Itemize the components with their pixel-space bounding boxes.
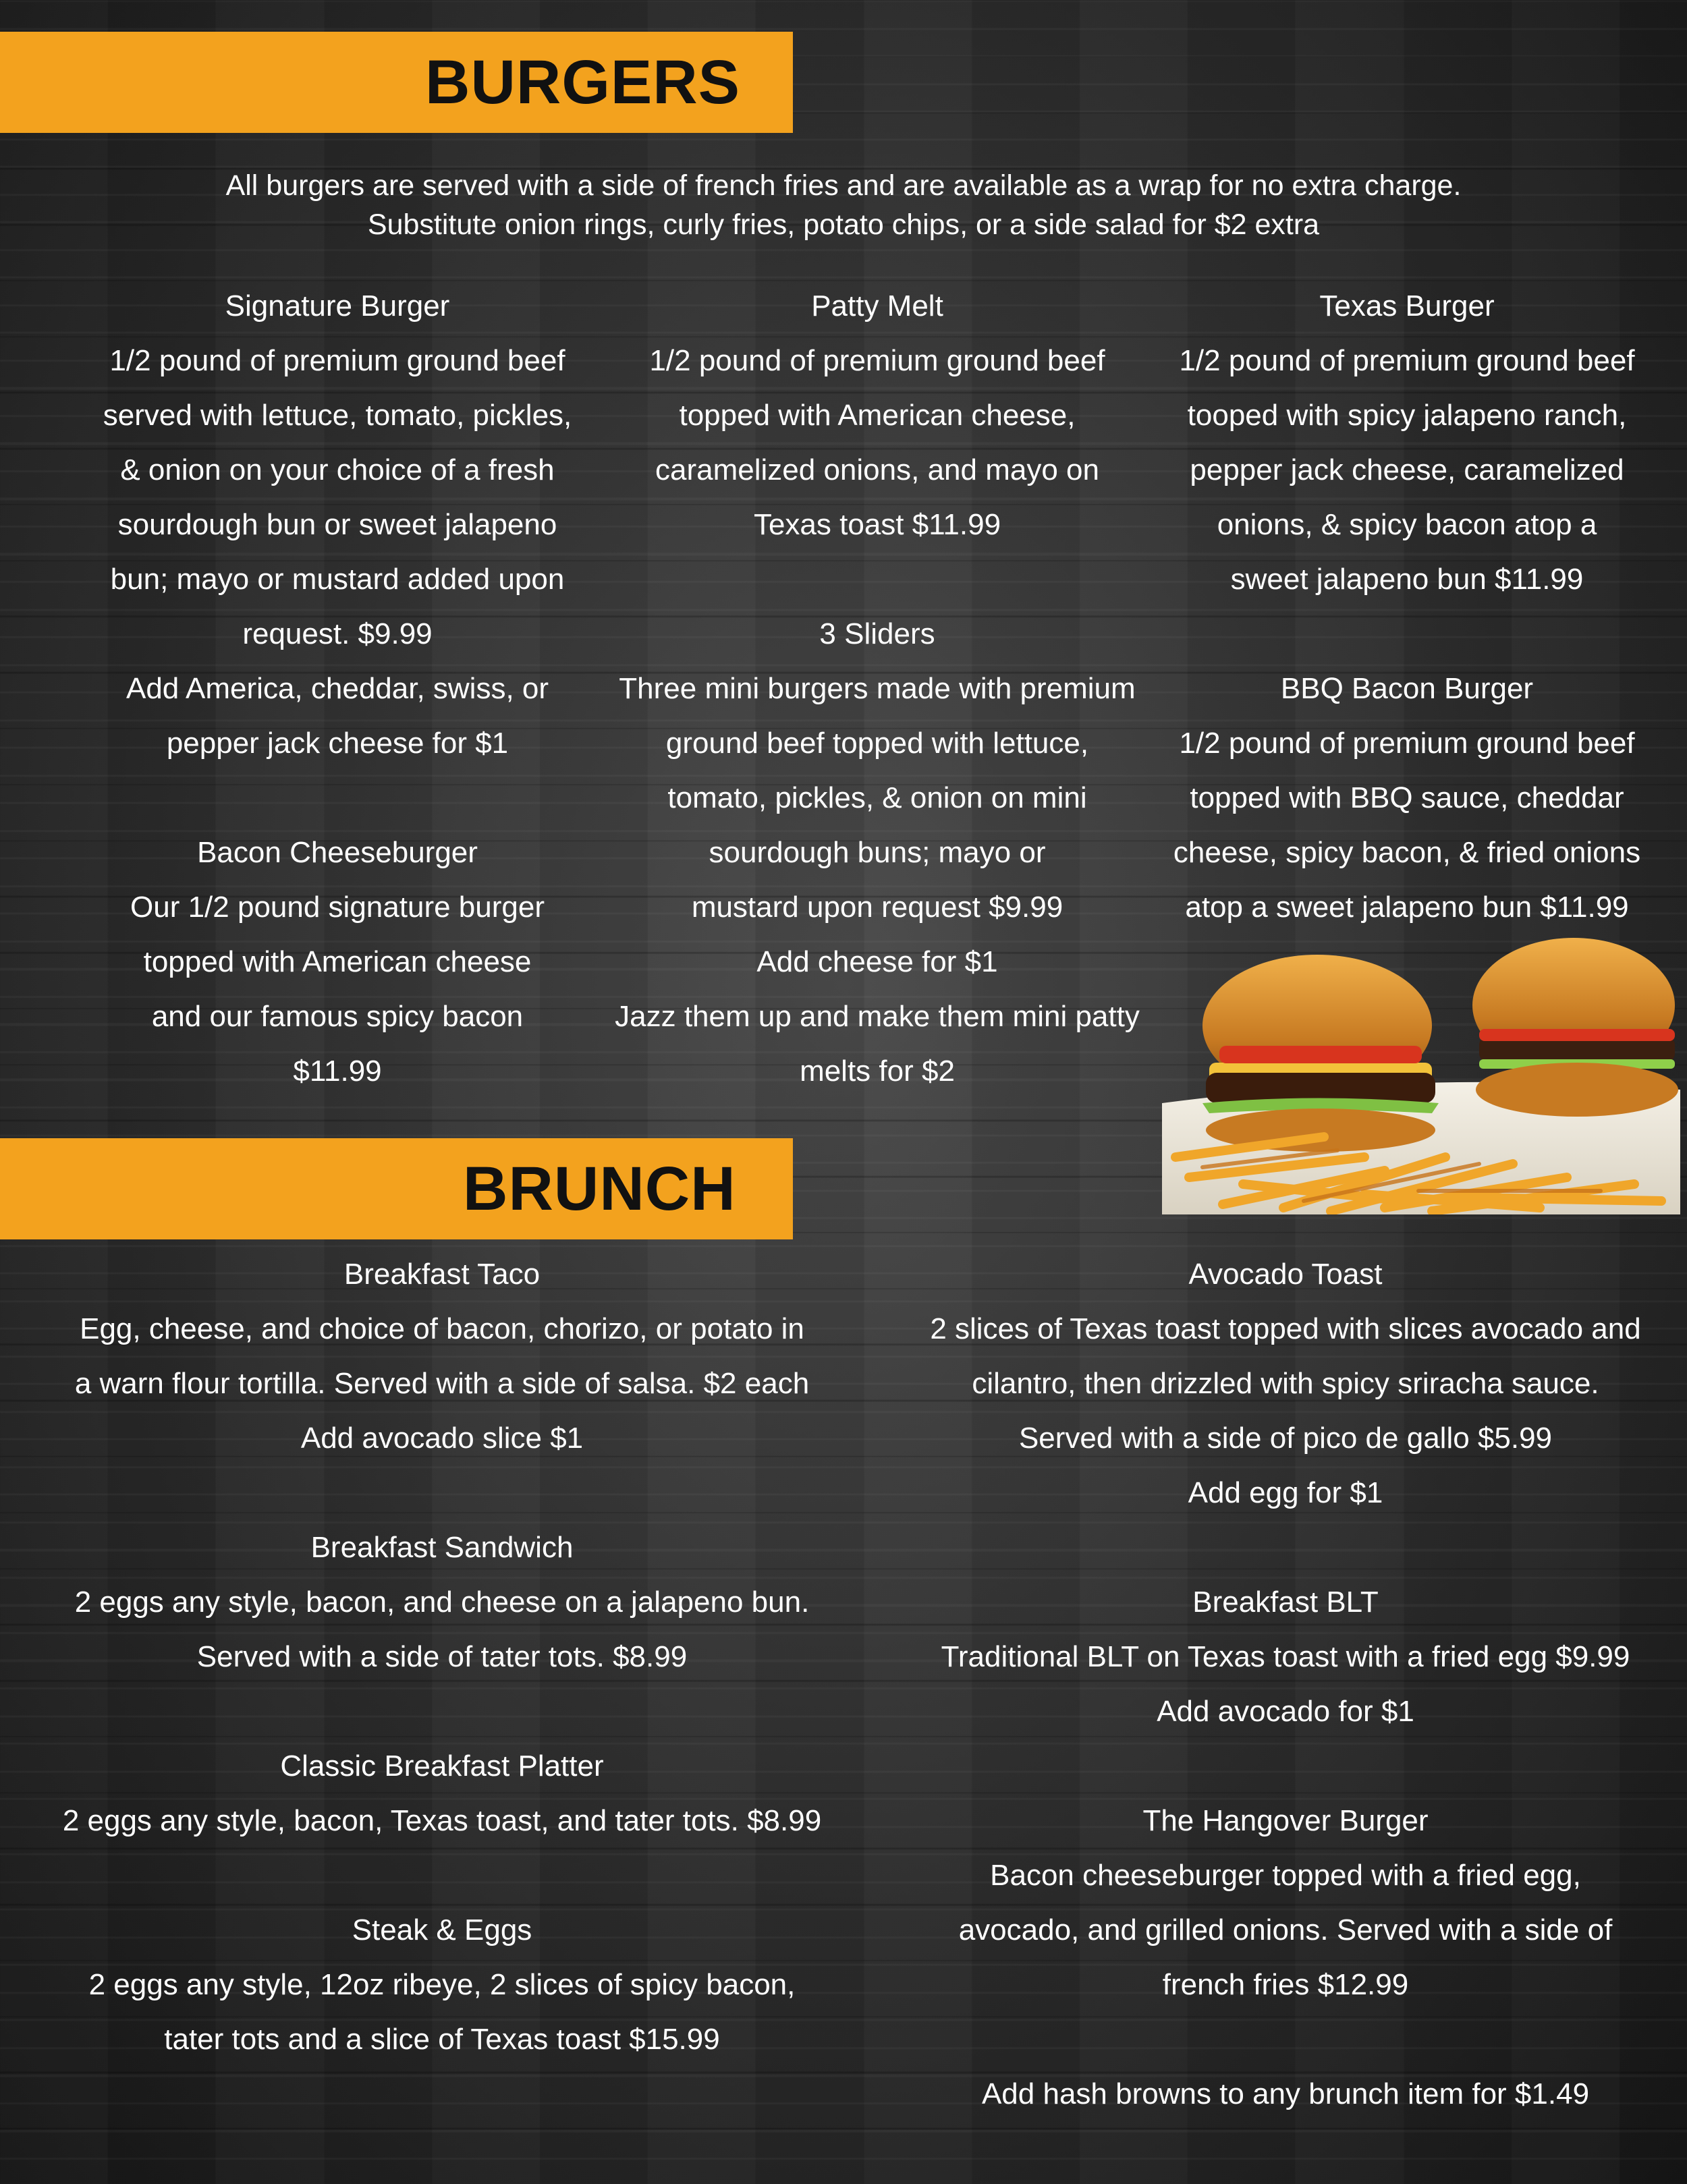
- item-name-hangover-burger: The Hangover Burger: [1142, 1804, 1429, 1837]
- brunch-title: BRUNCH: [463, 1154, 736, 1223]
- item-line: Add cheese for $1: [756, 945, 998, 978]
- item-line: melts for $2: [800, 1055, 955, 1088]
- item-line: Texas toast $11.99: [753, 508, 1001, 541]
- item-line: Jazz them up and make them mini patty: [615, 1000, 1140, 1033]
- item-line: sourdough bun or sweet jalapeno: [117, 508, 557, 541]
- hash-browns-addon: Add hash browns to any brunch item for $1.49: [981, 2077, 1590, 2110]
- item-line: tater tots and a slice of Texas toast $15.99: [164, 2023, 720, 2056]
- brunch-column-right: [881, 1247, 1687, 2121]
- burgers-banner: [0, 32, 793, 133]
- item-line: request. $9.99: [242, 617, 433, 650]
- cheese-addon-line: Add America, cheddar, swiss, or: [126, 672, 549, 705]
- burgers-column-3: [1137, 279, 1677, 934]
- item-name-breakfast-blt: Breakfast BLT: [1192, 1586, 1379, 1619]
- item-name-patty-melt: Patty Melt: [811, 289, 943, 323]
- item-line: 2 eggs any style, bacon, and cheese on a jalapeno bun.: [74, 1586, 810, 1619]
- item-line: mustard upon request $9.99: [691, 891, 1063, 924]
- item-line: a warn flour tortilla. Served with a side of salsa. $2 each: [74, 1367, 810, 1400]
- item-line: avocado, and grilled onions. Served with a side of: [958, 1913, 1613, 1947]
- item-line: and our famous spicy bacon: [151, 1000, 524, 1033]
- item-line: Three mini burgers made with premium: [619, 672, 1136, 705]
- item-line: onions, & spicy bacon atop a: [1217, 508, 1597, 541]
- item-name-classic-breakfast-platter: Classic Breakfast Platter: [280, 1749, 604, 1783]
- burgers-note-line1: All burgers are served with a side of french fries and are available as a wrap for no extra charge.: [225, 169, 1462, 202]
- burgers-title: BURGERS: [425, 48, 741, 117]
- item-name-texas-burger: Texas Burger: [1319, 289, 1495, 323]
- brunch-banner: [0, 1138, 793, 1239]
- item-line: & onion on your choice of a fresh: [120, 453, 555, 486]
- burgers-column-1: [64, 279, 611, 1098]
- item-line: 2 slices of Texas toast topped with slices avocado and: [930, 1312, 1641, 1345]
- item-line: 1/2 pound of premium ground beef: [109, 344, 565, 377]
- item-line: 1/2 pound of premium ground beef: [1179, 727, 1635, 760]
- item-line: Egg, cheese, and choice of bacon, chorizo, or potato in: [80, 1312, 804, 1345]
- item-name-signature-burger: Signature Burger: [225, 289, 450, 323]
- item-line: cheese, spicy bacon, & fried onions: [1173, 836, 1641, 869]
- item-name-3-sliders: 3 Sliders: [819, 617, 935, 650]
- item-line: ground beef topped with lettuce,: [665, 727, 1089, 760]
- item-line: Bacon cheeseburger topped with a fried egg,: [990, 1859, 1581, 1892]
- item-line: Served with a side of pico de gallo $5.99: [1018, 1422, 1553, 1455]
- item-line: topped with American cheese,: [679, 399, 1076, 432]
- cheese-addon-line: pepper jack cheese for $1: [166, 727, 509, 760]
- item-line: 2 eggs any style, 12oz ribeye, 2 slices of spicy bacon,: [88, 1968, 796, 2001]
- item-name-steak-eggs: Steak & Eggs: [352, 1913, 532, 1947]
- item-line: 1/2 pound of premium ground beef: [649, 344, 1105, 377]
- burger-fries-photo: [1162, 934, 1680, 1214]
- item-line: Served with a side of tater tots. $8.99: [196, 1640, 688, 1673]
- item-name-avocado-toast: Avocado Toast: [1188, 1258, 1383, 1291]
- burgers-note-line2: Substitute onion rings, curly fries, potato chips, or a side salad for $2 extra: [367, 208, 1320, 241]
- item-line: tooped with spicy jalapeno ranch,: [1187, 399, 1627, 432]
- item-line: $11.99: [293, 1055, 382, 1088]
- item-line: topped with American cheese: [143, 945, 532, 978]
- item-name-breakfast-taco: Breakfast Taco: [343, 1258, 541, 1291]
- item-line: tomato, pickles, & onion on mini: [667, 781, 1087, 814]
- item-name-breakfast-sandwich: Breakfast Sandwich: [310, 1531, 574, 1564]
- item-name-bbq-bacon-burger: BBQ Bacon Burger: [1280, 672, 1534, 705]
- item-line: cilantro, then drizzled with spicy sriracha sauce.: [972, 1367, 1599, 1400]
- brunch-column-left: [27, 1247, 857, 2067]
- item-line: served with lettuce, tomato, pickles,: [103, 399, 572, 432]
- item-line: Add egg for $1: [1188, 1476, 1383, 1509]
- item-line: Our 1/2 pound signature burger: [130, 891, 545, 924]
- item-line: french fries $12.99: [1162, 1968, 1409, 2001]
- item-line: Add avocado slice $1: [300, 1422, 584, 1455]
- item-line: topped with BBQ sauce, cheddar: [1190, 781, 1624, 814]
- item-line: Add avocado for $1: [1157, 1695, 1414, 1728]
- item-line: sourdough buns; mayo or: [709, 836, 1046, 869]
- item-line: pepper jack cheese, caramelized: [1190, 453, 1624, 486]
- item-line: Traditional BLT on Texas toast with a fried egg $9.99: [941, 1640, 1630, 1673]
- burgers-column-2: [594, 279, 1161, 1098]
- item-line: 1/2 pound of premium ground beef: [1179, 344, 1635, 377]
- item-line: sweet jalapeno bun $11.99: [1230, 563, 1584, 596]
- item-line: bun; mayo or mustard added upon: [110, 563, 565, 596]
- item-line: atop a sweet jalapeno bun $11.99: [1185, 891, 1629, 924]
- item-line: caramelized onions, and mayo on: [655, 453, 1099, 486]
- item-name-bacon-cheeseburger: Bacon Cheeseburger: [197, 836, 478, 869]
- item-line: 2 eggs any style, bacon, Texas toast, and tater tots. $8.99: [62, 1804, 822, 1837]
